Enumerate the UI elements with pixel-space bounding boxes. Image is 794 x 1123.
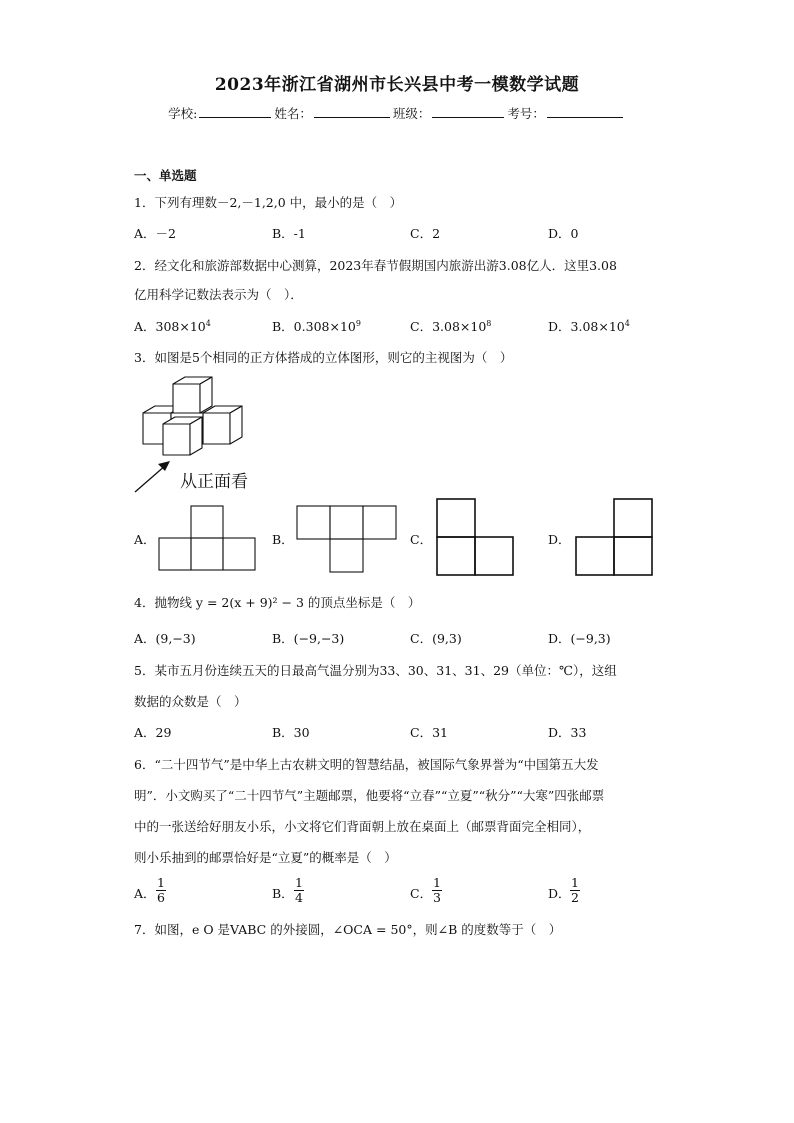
q2-option-b: B．$0.308\times 10^9$ xyxy=(272,319,361,334)
q2-option-d: D．$3.08\times 10^4$ xyxy=(548,319,630,334)
q6-option-a-fraction: $\frac{1}{6}$ xyxy=(157,875,165,905)
q3-option-a: A． xyxy=(134,532,156,547)
q4-option-a: A．(9,−3) xyxy=(134,631,196,646)
figure-caption: 从正面看 xyxy=(180,472,248,492)
id-label: 考号： xyxy=(507,106,545,121)
name-label: 姓名： xyxy=(274,106,312,121)
q3-option-b: B． xyxy=(272,532,294,547)
q6-option-a-label: A． xyxy=(134,886,156,901)
q6-option-b-label: B． xyxy=(272,886,294,901)
question-7: 7．如图，e O 是VABC 的外接圆，∠OCA = 50°，则∠B 的度数等于（ ） xyxy=(134,922,562,937)
q4-option-d: D．(−9,3) xyxy=(548,631,611,646)
q5-option-a: A．29 xyxy=(134,725,172,740)
question-2-line-1: 2．经文化和旅游部数据中心测算，2023年春节假期国内旅游出游3.08亿人．这里3.08 xyxy=(134,258,617,273)
q5-option-b: B．30 xyxy=(272,725,310,740)
question-4: 4．抛物线 y = 2(x + 9)² − 3 的顶点坐标是（ ） xyxy=(134,595,421,610)
question-6-line-2: 明”．小文购买了“二十四节气”主题邮票，他要将“立春”“立夏”“秋分”“大寒”四张邮票 xyxy=(134,788,605,803)
q1-option-d: D．0 xyxy=(548,226,579,241)
question-5-line-2: 数据的众数是（ ） xyxy=(134,694,247,709)
q4-option-b: B．(−9,−3) xyxy=(272,631,345,646)
section-title: 一、单选题 xyxy=(134,168,197,183)
q1-option-c: C．2 xyxy=(410,226,441,241)
question-6-line-3: 中的一张送给好朋友小乐，小文将它们背面朝上放在桌面上（邮票背面完全相同）， xyxy=(134,819,591,834)
q1-option-b: B．-1 xyxy=(272,226,306,241)
q6-option-d-label: D． xyxy=(548,886,571,901)
q4-option-c: C．(9,3) xyxy=(410,631,462,646)
q6-option-c-fraction: $\frac{1}{3}$ xyxy=(433,875,441,905)
q5-option-d: D．33 xyxy=(548,725,587,740)
question-3: 3．如图是5个相同的正方体搭成的立体图形，则它的主视图为（ ） xyxy=(134,350,513,365)
page-title: 2023年浙江省湖州市长兴县中考一模数学试题 xyxy=(214,75,580,95)
question-2-line-2: 亿用科学记数法表示为（ ）． xyxy=(134,287,303,302)
question-5-line-1: 5．某市五月份连续五天的日最高气温分别为33、30、31、31、29（单位：℃），这组 xyxy=(134,663,617,678)
question-6-line-4: 则小乐抽到的邮票恰好是“立夏”的概率是（ ） xyxy=(134,850,397,865)
class-label: 班级： xyxy=(392,106,431,121)
q2-option-a: A．$308\times 10^4$ xyxy=(134,319,211,334)
question-6-line-1: 6．“二十四节气”是中华上古农耕文明的智慧结晶，被国际气象界誉为“中国第五大发 xyxy=(134,757,599,772)
q3-option-d: D． xyxy=(548,532,571,547)
school-label: 学校: xyxy=(168,106,198,121)
q6-option-c-label: C． xyxy=(410,886,433,901)
q2-option-c: C．$3.08\times 10^8$ xyxy=(410,319,492,334)
q5-option-c: C．31 xyxy=(410,725,448,740)
q6-option-d-fraction: $\frac{1}{2}$ xyxy=(571,875,579,905)
question-1: 1．下列有理数－2,－1,2,0 中，最小的是（ ） xyxy=(134,195,403,210)
q1-option-a: A．－2 xyxy=(134,226,176,241)
q3-option-c: C． xyxy=(410,532,433,547)
q6-option-b-fraction: $\frac{1}{4}$ xyxy=(295,875,303,905)
